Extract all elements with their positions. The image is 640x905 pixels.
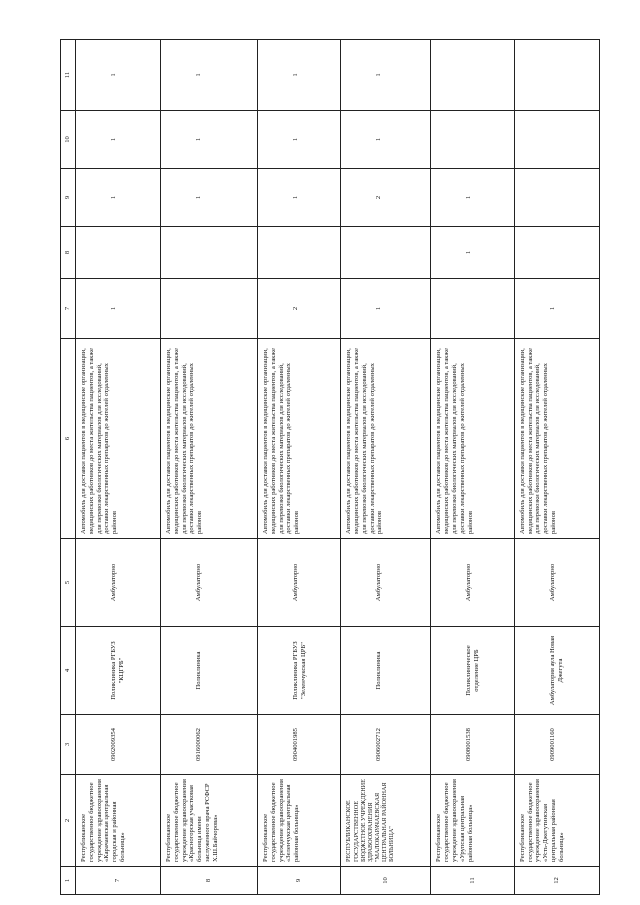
- organization-name: Республиканское государственное бюджетное учреждение здравоохранения «Усть-Джегутинская центральная районная больница»: [514, 775, 599, 867]
- subdivision: Поликлиника РГБУЗ "Зеленчукская ЦРБ": [257, 627, 340, 715]
- value-col-8: [161, 227, 258, 279]
- rotated-table-wrapper: [60, 40, 600, 895]
- value-col-9: [514, 169, 599, 227]
- table-row: [514, 40, 599, 895]
- organization-code: 0902009354: [76, 715, 161, 775]
- value-col-7: 2: [257, 279, 340, 339]
- row-number: 12: [514, 867, 599, 895]
- header-cell-4: 4: [61, 627, 76, 715]
- value-col-10: 1: [161, 111, 258, 169]
- value-col-9: 1: [431, 169, 514, 227]
- vehicle-purpose: Автомобиль для доставки пациентов в медицинские организации, медицинских работников до места жительства пациентов, а также для перевозки биологических материалов для исследований, доставки лекарственных препаратов до жителей отдаленных районов: [257, 339, 340, 539]
- organization-code: 0908001538: [431, 715, 514, 775]
- value-col-8: 1: [431, 227, 514, 279]
- care-type: Амбулаторно: [161, 539, 258, 627]
- value-col-10: [514, 111, 599, 169]
- row-number: 10: [341, 867, 431, 895]
- vehicle-allocation-table: [60, 39, 600, 895]
- organization-code: 0906002712: [341, 715, 431, 775]
- value-col-7: 1: [341, 279, 431, 339]
- header-cell-3: 3: [61, 715, 76, 775]
- table-row: [161, 40, 258, 895]
- header-cell-11: 11: [61, 40, 76, 111]
- row-number: 11: [431, 867, 514, 895]
- vehicle-purpose: Автомобиль для доставки пациентов в медицинские организации, медицинских работников до места жительства пациентов, а также для перевозки биологических материалов для исследований, доставки лекарственных препаратов до жителей отдаленных районов: [76, 339, 161, 539]
- organization-name: РЕСПУБЛИКАНСКОЕ ГОСУДАРСТВЕННОЕ БЮДЖЕТНОЕ УЧРЕЖДЕНИЕ ЗДРАВООХРАНЕНИЯ "МАЛОКАРАЧАЕВСКАЯ ЦЕНТРАЛЬНАЯ РАЙОННАЯ БОЛЬНИЦА": [341, 775, 431, 867]
- table-row: [341, 40, 431, 895]
- table-row: [257, 40, 340, 895]
- value-col-10: 1: [257, 111, 340, 169]
- care-type: Амбулаторно: [76, 539, 161, 627]
- subdivision: Амбулатория аула Новая Джегута: [514, 627, 599, 715]
- value-col-7: [161, 279, 258, 339]
- table-row: [76, 40, 161, 895]
- care-type: Амбулаторно: [431, 539, 514, 627]
- value-col-9: 1: [76, 169, 161, 227]
- vehicle-purpose: Автомобиль для доставки пациентов в медицинские организации, медицинских работников до места жительства пациентов, а также для перевозки биологических материалов для исследований, доставки лекарственных препаратов до жителей отдаленных районов: [514, 339, 599, 539]
- care-type: Амбулаторно: [514, 539, 599, 627]
- care-type: Амбулаторно: [341, 539, 431, 627]
- organization-code: 0904001985: [257, 715, 340, 775]
- value-col-11: 1: [161, 40, 258, 111]
- care-type: Амбулаторно: [257, 539, 340, 627]
- vehicle-purpose: Автомобиль для доставки пациентов в медицинские организации, медицинских работников до места жительства пациентов, а также для перевозки биологических материалов для исследований, доставки лекарственных препаратов до жителей отдаленных районов: [161, 339, 258, 539]
- organization-name: Республиканское государственное бюджетное учреждение здравоохранения «Красногорская участковая больница имени заслуженного врача РСФСР Х.Ш.Байчорова»: [161, 775, 258, 867]
- vehicle-purpose: Автомобиль для доставки пациентов в медицинские организации, медицинских работников до места жительства пациентов, а также для перевозки биологических материалов для исследований, доставки лекарственных препаратов до жителей отдаленных районов: [341, 339, 431, 539]
- row-number: 9: [257, 867, 340, 895]
- value-col-7: 1: [76, 279, 161, 339]
- value-col-7: [431, 279, 514, 339]
- value-col-11: 1: [257, 40, 340, 111]
- header-cell-10: 10: [61, 111, 76, 169]
- organization-name: Республиканское государственное бюджетное учреждение здравоохранения «Урупская центральная районная больница»: [431, 775, 514, 867]
- organization-name: Республиканское государственное бюджетное учреждение здравоохранения «Карачаевская центральная городская и районная больница»: [76, 775, 161, 867]
- value-col-11: [514, 40, 599, 111]
- subdivision: Поликлиника РГБУЗ "КЦГРБ": [76, 627, 161, 715]
- header-row: [61, 40, 76, 895]
- value-col-7: 1: [514, 279, 599, 339]
- organization-code: 0916000062: [161, 715, 258, 775]
- value-col-11: 1: [341, 40, 431, 111]
- value-col-8: [514, 227, 599, 279]
- organization-code: 0909001160: [514, 715, 599, 775]
- value-col-8: [76, 227, 161, 279]
- subdivision: Поликлиника: [341, 627, 431, 715]
- header-cell-8: 8: [61, 227, 76, 279]
- header-cell-1: 1: [61, 867, 76, 895]
- vehicle-purpose: Автомобиль для доставки пациентов в медицинские организации, медицинских работников до места жительства пациентов, а также для перевозки биологических материалов для исследований, доставки лекарственных препаратов до жителей отдаленных районов: [431, 339, 514, 539]
- value-col-8: [257, 227, 340, 279]
- table-row: [431, 40, 514, 895]
- value-col-11: 1: [76, 40, 161, 111]
- header-cell-5: 5: [61, 539, 76, 627]
- header-cell-6: 6: [61, 339, 76, 539]
- value-col-10: [431, 111, 514, 169]
- value-col-11: [431, 40, 514, 111]
- header-cell-9: 9: [61, 169, 76, 227]
- value-col-8: [341, 227, 431, 279]
- row-number: 8: [161, 867, 258, 895]
- header-cell-7: 7: [61, 279, 76, 339]
- value-col-10: 1: [341, 111, 431, 169]
- subdivision: Поликлиническое отделение ЦРБ: [431, 627, 514, 715]
- value-col-10: 1: [76, 111, 161, 169]
- value-col-9: 1: [161, 169, 258, 227]
- value-col-9: 1: [257, 169, 340, 227]
- header-cell-2: 2: [61, 775, 76, 867]
- value-col-9: 2: [341, 169, 431, 227]
- row-number: 7: [76, 867, 161, 895]
- organization-name: Республиканское государственное бюджетное учреждение здравоохранения «Зеленчукская центральная районная больница»: [257, 775, 340, 867]
- subdivision: Поликлиника: [161, 627, 258, 715]
